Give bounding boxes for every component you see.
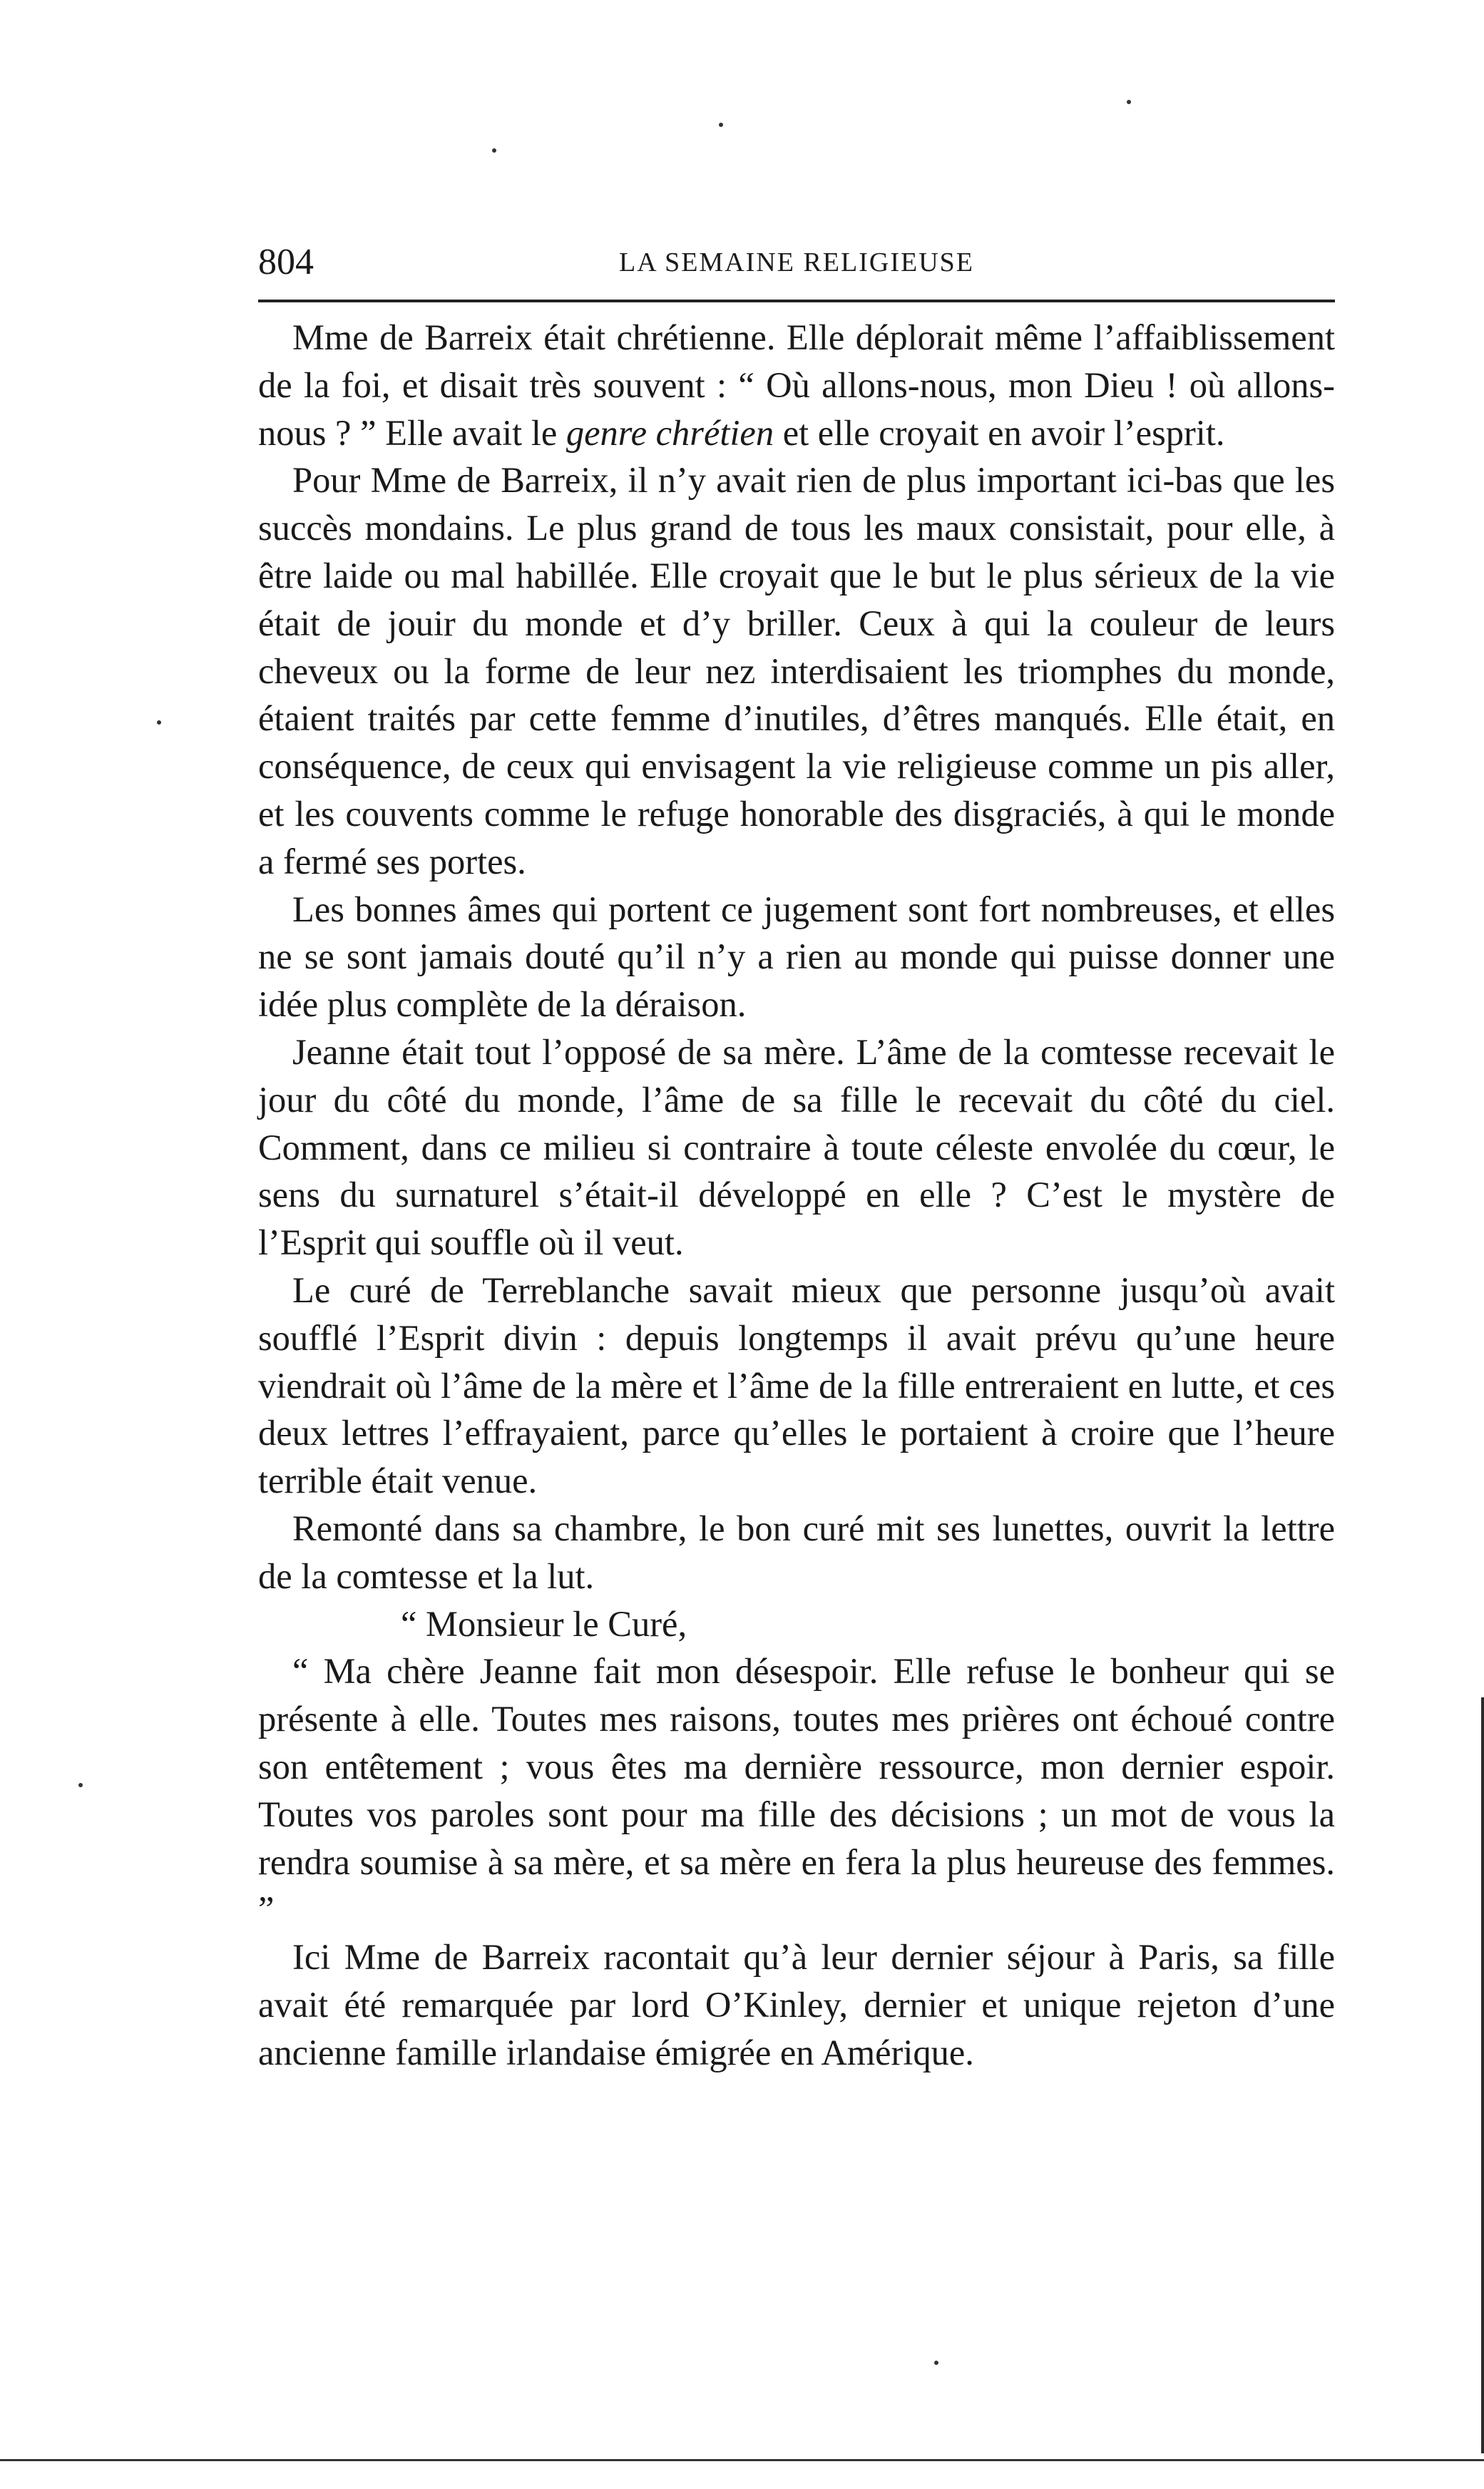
body-text [258, 314, 1335, 2076]
letter-paragraph: “ Ma chère Jeanne fait mon désespoir. Elle refuse le bonheur qui se présente à elle. Toutes mes raisons, toutes mes prières ont échoué contre son entêtement ; vous êtes ma dernière ressource, mon dernier espoir. Toutes vos paroles sont pour ma fille des décisions ; un mot de vous la rendra soumise à sa mère, et sa mère en fera la plus heureuse des femmes. ” [258, 1651, 1335, 1930]
scan-speck [1127, 100, 1131, 104]
paragraph-3: Les bonnes âmes qui portent ce jugement sont fort nombreuses, et elles ne se sont jamais douté qu’il n’y a rien au monde qui puisse donner une idée plus complète de la déraison. [258, 889, 1335, 1025]
paragraph-6: Remonté dans sa chambre, le bon curé mit ses lunettes, ouvrit la lettre de la comtesse et la lut. [258, 1508, 1335, 1596]
paragraph-1-start: Mme de Barreix était chrétienne. Elle déplorait même l’affaiblissement de la foi, et disait très souvent : “ Où allons-nous, mon Dieu ! où allons-nous ? ” Elle avait le [258, 317, 1335, 453]
paragraph-4: Jeanne était tout l’opposé de sa mère. L’âme de la comtesse recevait le jour du côté du monde, l’âme de sa fille le recevait du côté du ciel. Comment, dans ce milieu si contraire à toute céleste envolée du cœur, le sens du surnaturel s’était-il développé en elle ? C’est le mystère de l’Esprit qui souffle où il veut. [258, 1031, 1335, 1263]
page-number: 804 [258, 242, 314, 282]
paragraph-2: Pour Mme de Barreix, il n’y avait rien de plus important ici-bas que les succès mondains. Le plus grand de tous les maux consistait, pour elle, à être laide ou mal habillée. Elle croyait que le but le plus sérieux de la vie était de jouir du monde et d’y briller. Ceux à qui la couleur de leurs cheveux ou la forme de leur nez interdisaient les triomphes du monde, étaient traités par cette femme d’inutiles, d’êtres manqués. Elle était, en conséquence, de ceux qui envisagent la vie religieuse comme un pis aller, et les couvents comme le refuge honorable des disgraciés, à qui le monde a fermé ses portes. [258, 460, 1335, 881]
scan-speck [719, 123, 723, 127]
paragraph-5: Le curé de Terreblanche savait mieux que personne jusqu’où avait soufflé l’Esprit divin : depuis longtemps il avait prévu qu’une heure viendrait où l’âme de la mère et l’âme de la fille entreraient en lutte, et ces deux lettres l’effrayaient, parce qu’elles le portaient à croire que l’heure terrible était venue. [258, 1269, 1335, 1501]
letter-salutation: “ Monsieur le Curé, [401, 1603, 687, 1644]
running-head: LA SEMAINE RELIGIEUSE [619, 247, 974, 277]
bottom-rule [0, 2459, 1484, 2461]
paragraph-1 [258, 314, 1335, 456]
scan-speck [157, 720, 161, 725]
paragraph-1-end: et elle croyait en avoir l’esprit. [774, 412, 1225, 453]
scan-speck [492, 148, 496, 153]
paragraph-9: Ici Mme de Barreix racontait qu’à leur dernier séjour à Paris, sa fille avait été remarquée par lord O’Kinley, dernier et unique rejeton d’une ancienne famille irlandaise émigrée en Amérique. [258, 1937, 1335, 2073]
page-edge [1481, 1697, 1484, 2453]
scan-speck [934, 2361, 938, 2365]
paragraph-1-italic: genre chrétien [566, 412, 774, 453]
header-rule [258, 300, 1335, 302]
page-header [258, 234, 1335, 291]
scan-speck [78, 1783, 83, 1787]
